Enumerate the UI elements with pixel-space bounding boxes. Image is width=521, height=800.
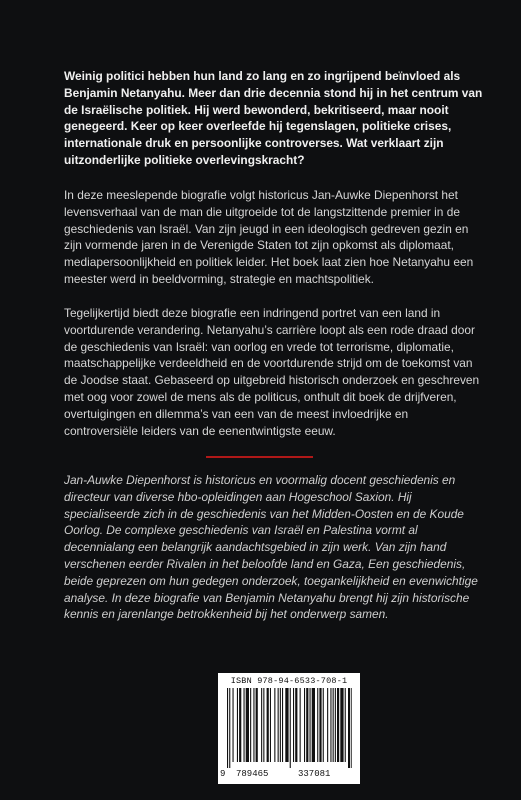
barcode-bar	[282, 688, 283, 762]
barcode-bar	[263, 688, 264, 762]
barcode-bar	[295, 688, 297, 762]
barcode-bar	[333, 688, 334, 762]
author-bio	[64, 472, 484, 623]
barcode-bar	[300, 688, 301, 762]
barcode-bar	[327, 688, 328, 762]
barcode-bar	[306, 688, 308, 762]
barcode-bars	[227, 688, 352, 768]
barcode-bar	[323, 688, 324, 762]
barcode-bar	[256, 688, 258, 762]
barcode-bar	[246, 688, 249, 762]
author-bio-text: Jan-Auwke Diepenhorst is historicus en voormalig docent geschiedenis en directeur van diverse hbo-opleidingen aan Hogeschool Saxion. Hij specialiseerde zich in de geschiedenis van het Midden-Oosten en de Koude Oorlog. De complexe geschiedenis van Israël en Palestina vormt al decennialang een belangrijk aandachtsgebied in zijn werk. Van zijn hand verschenen eerder Rivalen in het beloofde land en Gaza, Een geschiedenis, beide geprezen om hun gedegen onderzoek, toegankelijkheid en evenwichtige analyse. In deze biografie van Benjamin Netanyahu brengt hij zijn historische kennis en jarenlange betrokkenheid bij het onderwerp samen.	[64, 473, 478, 622]
barcode-bar	[237, 688, 238, 762]
barcode-bar	[274, 688, 275, 762]
barcode-bar	[319, 688, 321, 762]
barcode-bar	[278, 688, 279, 762]
barcode-bar	[345, 688, 346, 762]
barcode-bar	[351, 688, 352, 768]
barcode-bar	[337, 688, 339, 762]
barcode-bar	[317, 688, 318, 762]
barcode-bar	[244, 688, 245, 762]
barcode-bar	[227, 688, 228, 768]
barcode-bar	[340, 688, 343, 762]
description-paragraph-1	[64, 187, 484, 288]
red-divider-line	[206, 456, 313, 458]
description-paragraph-2	[64, 305, 484, 439]
barcode-digit-first: 9	[220, 769, 226, 779]
barcode-bar	[293, 688, 294, 762]
barcode-bar	[229, 688, 230, 768]
barcode-bar	[304, 688, 305, 762]
barcode-bar	[335, 688, 336, 762]
isbn-label: ISBN 978-94-6533-708-1	[230, 676, 348, 686]
barcode-bar	[310, 688, 311, 762]
isbn-barcode	[218, 673, 360, 784]
barcode-bar	[285, 688, 288, 762]
barcode-bar	[280, 688, 281, 762]
barcode-digits	[218, 769, 360, 781]
barcode-bar	[270, 688, 271, 762]
barcode-bar	[250, 688, 251, 762]
barcode-bar	[253, 688, 254, 762]
description-text-2: Tegelijkertijd biedt deze biografie een indringend portret van een land in voortdurende verandering. Netanyahu’s carrière loopt als een rode draad door de geschiedenis van Israël: van oorlog en vrede tot terrorisme, diplomatie, maatschappelijke verdeeldheid en de voortdurende strijd om de toekomst van de Joodse staat. Gebaseerd op uitgebreid historisch onderzoek en geschreven met oog voor zowel de mens als de politicus, onthult dit boek de drijfveren, overtuigingen en dilemma’s van een van de meest invloedrijke en controversiële leiders van de eenentwintigste eeuw.	[64, 306, 480, 438]
barcode-bar	[267, 688, 269, 762]
barcode-bar	[239, 688, 241, 762]
description-text-1: In deze meeslepende biografie volgt historicus Jan-Auwke Diepenhorst het levensverhaal van de man die uitgroeide tot de langstzittende premier in de geschiedenis van Israël. Van zijn jeugd in een ideologisch gedreven gezin en zijn vormende jaren in de Verenigde Staten tot zijn opkomst als diplomaat, mediapersoonlijkheid en politiek leider. Het boek laat zien hoe Netanyahu een meester werd in beeldvorming, strategie en machtspolitiek.	[64, 188, 474, 286]
barcode-digits-left: 789465	[236, 769, 269, 779]
barcode-digits-right: 337081	[298, 769, 331, 779]
barcode-bar	[312, 688, 315, 762]
intro-paragraph	[64, 68, 484, 169]
intro-text: Weinig politici hebben hun land zo lang en zo ingrijpend beïnvloed als Benjamin Netanyahu. Meer dan drie decennia stond hij in het centrum van de Israëlische politiek. Hij werd bewonderd, bekritiseerd, maar nooit genegeerd. Keer op keer overleefde hij tegenslagen, politieke crises, internationale druk en persoonlijke controverses. Wat verklaart zijn uitzonderlijke politieke overlevingskracht?	[64, 69, 483, 167]
barcode-bar	[290, 688, 291, 768]
barcode-bar	[261, 688, 262, 762]
barcode-bar	[233, 688, 234, 762]
barcode-bar	[348, 688, 350, 768]
barcode-bar	[330, 688, 331, 762]
